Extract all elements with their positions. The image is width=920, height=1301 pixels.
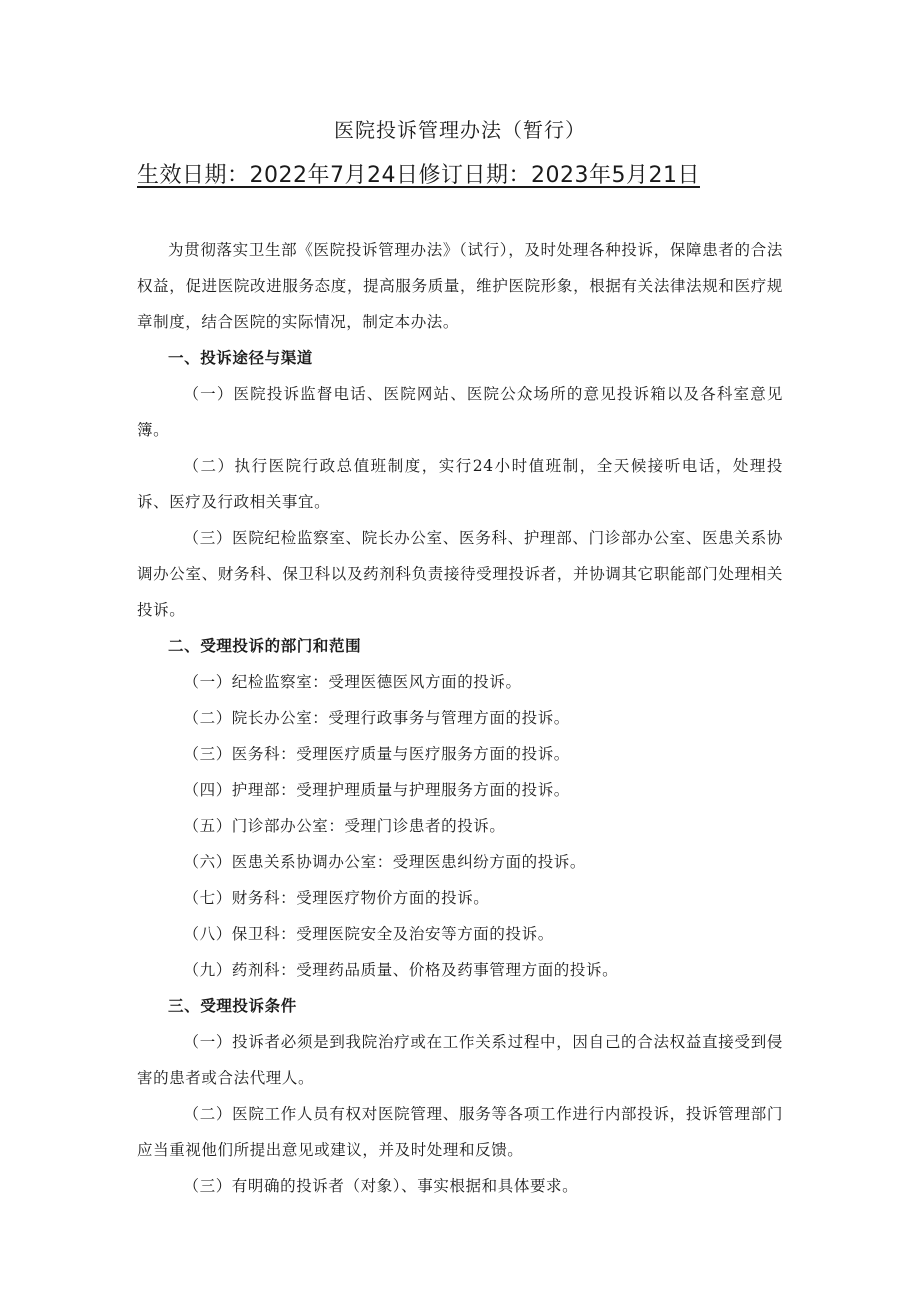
section-item: （二）执行医院行政总值班制度，实行24小时值班制，全天候接听电话，处理投诉、医疗及行政相关事宜。 [137,457,783,511]
revision-date: 修订日期：2023年5月21日 [418,163,700,188]
section-item: （六）医患关系协调办公室：受理医患纠纷方面的投诉。 [183,853,587,871]
intro-paragraph: 为贯彻落实卫生部《医院投诉管理办法》（试行），及时处理各种投诉，保障患者的合法权益，促进医院改进服务态度，提高服务质量，维护医院形象，根据有关法律法规和医疗规章制度，结合医院的实际情况，制定本办法。 [137,241,783,331]
section-item: （一）医院投诉监督电话、医院网站、医院公众场所的意见投诉箱以及各科室意见簿。 [137,385,783,439]
section-item: （一）纪检监察室：受理医德医风方面的投诉。 [183,673,522,691]
section-heading: 一、投诉途径与渠道 [168,348,313,367]
section-item: （八）保卫科：受理医院安全及治安等方面的投诉。 [183,925,554,943]
section-item: （四）护理部：受理护理质量与护理服务方面的投诉。 [183,781,570,799]
document-body [137,232,783,1204]
section-item: （二）院长办公室：受理行政事务与管理方面的投诉。 [183,709,570,727]
section-item: （一）投诉者必须是到我院治疗或在工作关系过程中，因自己的合法权益直接受到侵害的患者或合法代理人。 [137,1033,783,1087]
section-item: （三）有明确的投诉者（对象）、事实根据和具体要求。 [183,1177,579,1195]
document-dates [137,158,700,189]
section-item: （七）财务科：受理医疗物价方面的投诉。 [183,889,490,907]
section-heading: 二、受理投诉的部门和范围 [168,636,362,655]
section-item: （三）医院纪检监察室、院长办公室、医务科、护理部、门诊部办公室、医患关系协调办公室、财务科、保卫科以及药剂科负责接待受理投诉者，并协调其它职能部门处理相关投诉。 [137,529,783,619]
document-title: 医院投诉管理办法（暂行） [334,118,586,142]
section-item: （五）门诊部办公室：受理门诊患者的投诉。 [183,817,506,835]
section-item: （九）药剂科：受理药品质量、价格及药事管理方面的投诉。 [183,961,619,979]
section-heading: 三、受理投诉条件 [168,996,297,1015]
effective-date: 生效日期：2022年7月24日 [137,163,419,188]
section-item: （二）医院工作人员有权对医院管理、服务等各项工作进行内部投诉，投诉管理部门应当重视他们所提出意见或建议，并及时处理和反馈。 [137,1105,783,1159]
section-item: （三）医务科：受理医疗质量与医疗服务方面的投诉。 [183,745,570,763]
